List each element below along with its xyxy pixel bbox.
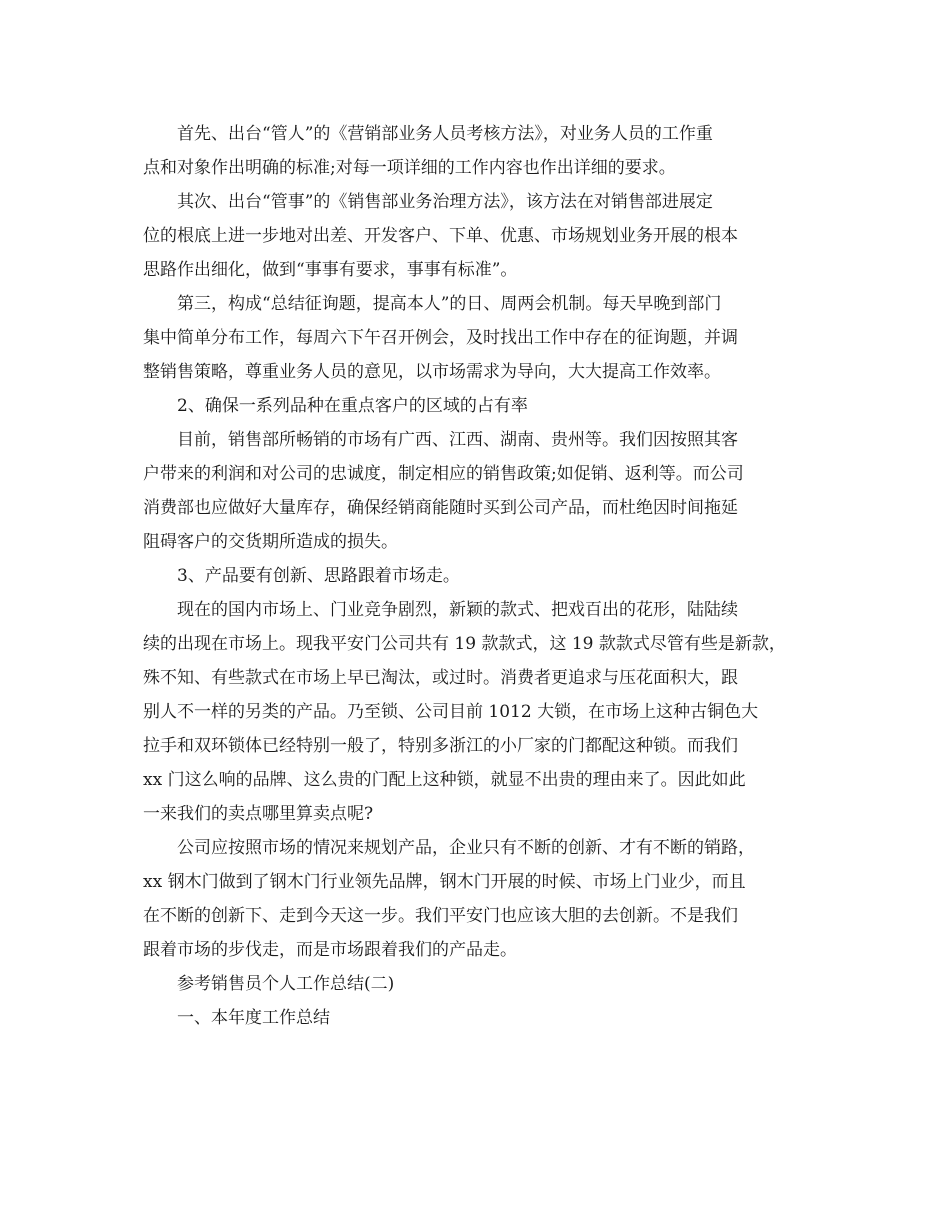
text-line: 位的根底上进一步地对出差、开发客户、下单、优惠、市场规划业务开展的根本 — [143, 226, 738, 246]
text-line: 现在的国内市场上、门业竞争剧烈，新颖的款式、把戏百出的花形，陆陆续 — [177, 600, 738, 620]
text-line: 2、确保一系列品种在重点客户的区域的占有率 — [177, 396, 528, 416]
text-line: 户带来的利润和对公司的忠诚度，制定相应的销售政策;如促销、返利等。而公司 — [143, 464, 744, 484]
paragraph — [143, 559, 813, 593]
text-line: xx 钢木门做到了钢木门行业领先品牌，钢木门开展的时候、市场上门业少，而且 — [143, 872, 746, 892]
text-line: 整销售策略，尊重业务人员的意见，以市场需求为导向，大大提高工作效率。 — [143, 362, 721, 382]
paragraph — [143, 593, 813, 831]
text-line: 别人不一样的另类的产品。乃至锁、公司目前 1012 大锁，在市场上这种古铜色大 — [143, 702, 759, 722]
text-line: 3、产品要有创新、思路跟着市场走。 — [177, 566, 460, 586]
text-line: 点和对象作出明确的标准;对每一项详细的工作内容也作出详细的要求。 — [143, 158, 676, 178]
text-line: 拉手和双环锁体已经特别一般了，特别多浙江的小厂家的门都配这种锁。而我们 — [143, 736, 738, 756]
paragraph — [143, 185, 813, 287]
text-line: 在不断的创新下、走到今天这一步。我们平安门也应该大胆的去创新。不是我们 — [143, 906, 738, 926]
paragraph — [143, 967, 813, 1001]
paragraph — [143, 831, 813, 967]
text-line: 续的出现在市场上。现我平安门公司共有 19 款款式，这 19 款款式尽管有些是新款， — [143, 634, 786, 654]
text-line: 首先、出台“管人”的《营销部业务人员考核方法》，对业务人员的工作重 — [177, 124, 713, 144]
paragraph — [143, 1001, 813, 1035]
document-body — [143, 117, 813, 1035]
paragraph — [143, 287, 813, 389]
text-line: 一来我们的卖点哪里算卖点呢? — [143, 804, 374, 824]
text-line: 目前，销售部所畅销的市场有广西、江西、湖南、贵州等。我们因按照其客 — [177, 430, 738, 450]
paragraph — [143, 117, 813, 185]
text-line: 阻碍客户的交货期所造成的损失。 — [143, 532, 398, 552]
text-line: 消费部也应做好大量库存，确保经销商能随时买到公司产品，而杜绝因时间拖延 — [143, 498, 738, 518]
text-line: 参考销售员个人工作总结(二) — [177, 974, 395, 994]
text-line: 其次、出台“管事”的《销售部业务治理方法》，该方法在对销售部进展定 — [177, 192, 713, 212]
text-line: xx 门这么响的品牌、这么贵的门配上这种锁，就显不出贵的理由来了。因此如此 — [143, 770, 746, 790]
text-line: 集中简单分布工作，每周六下午召开例会，及时找出工作中存在的征询题，并调 — [143, 328, 738, 348]
text-line: 公司应按照市场的情况来规划产品，企业只有不断的创新、才有不断的销路， — [177, 838, 755, 858]
text-line: 跟着市场的步伐走，而是市场跟着我们的产品走。 — [143, 940, 517, 960]
text-line: 殊不知、有些款式在市场上早已淘汰，或过时。消费者更追求与压花面积大，跟 — [143, 668, 738, 688]
text-line: 思路作出细化，做到“事事有要求，事事有标准”。 — [143, 260, 518, 280]
text-line: 第三，构成“总结征询题，提高本人”的日、周两会机制。每天早晚到部门 — [177, 294, 722, 314]
paragraph — [143, 423, 813, 559]
paragraph — [143, 389, 813, 423]
text-line: 一、本年度工作总结 — [177, 1008, 330, 1028]
